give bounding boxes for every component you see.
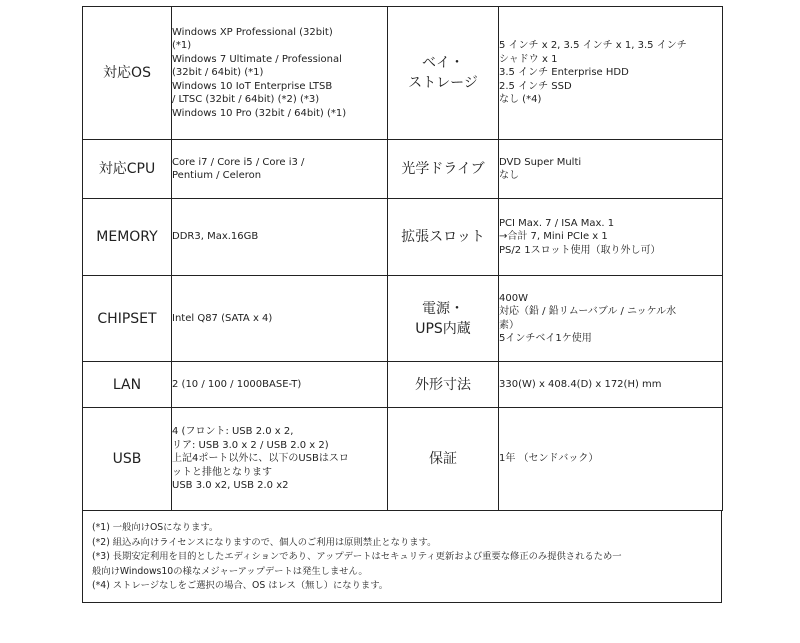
value-line: Windows XP Professional (32bit) [172,26,333,38]
value-line: Pentium / Celeron [172,170,262,181]
value-line: 4 (フロント: USB 2.0 x 2, [172,426,294,438]
value-line: 2 (10 / 100 / 1000BASE-T) [172,378,302,390]
spec-sheet [82,6,722,603]
value-chipset [172,276,388,362]
value-line: (*1) [172,40,192,52]
value-line: 2.5 インチ SSD [499,80,572,92]
label-line: UPS内蔵 [415,320,471,337]
label-optical-drive [388,140,499,199]
label-line: 光学ドライブ [401,161,485,177]
value-line: Windows 10 IoT Enterprise LTSB [172,80,333,92]
value-line: USB 3.0 x2, USB 2.0 x2 [172,480,289,492]
label-line: 対応CPU [98,161,156,177]
value-memory [172,199,388,276]
label-line: ベイ・ [422,55,464,71]
value-line: Windows 10 Pro (32bit / 64bit) (*1) [172,107,347,119]
value-line: PCI Max. 7 / ISA Max. 1 [499,217,615,229]
spec-row-chipset [83,276,723,362]
spec-row-os [83,7,723,140]
value-line: 5 インチ x 2, 3.5 インチ x 1, 3.5 インチ [499,40,687,52]
label-memory [83,199,172,276]
value-line: 対応（鉛 / 鉛リムーバブル / ニッケル水 [499,306,677,317]
label-line: 対応OS [103,65,151,81]
value-line: 5インチベイ1ケ使用 [499,333,592,344]
value-line: DVD Super Multi [499,156,582,168]
label-line: CHIPSET [97,310,157,327]
value-line: リア: USB 3.0 x 2 / USB 2.0 x 2) [172,439,329,451]
value-line: Core i7 / Core i5 / Core i3 / [172,156,305,168]
value-expansion-slots [499,199,723,276]
value-optical-drive [499,140,723,199]
value-os [172,7,388,140]
label-cpu [83,140,172,199]
value-warranty [499,408,723,511]
value-lan [172,362,388,408]
footnote: (*3) 長期安定利用を目的としたエディションであり、アップデートはセキュリティ更新および重要な修正のみ提供されるため一 [92,551,622,562]
label-line: 外形寸法 [415,376,471,393]
footnote: (*1) 一般向けOSになります。 [92,522,219,533]
spec-row-lan [83,362,723,408]
value-line: PS/2 1スロット使用（取り外し可） [499,244,661,256]
label-dimensions [388,362,499,408]
footnote: (*2) 組込み向けライセンスになりますので、個人のご利用は原則禁止となります。 [92,536,437,548]
value-line: なし (*4) [499,94,542,106]
value-line: Windows 7 Ultimate / Professional [172,53,342,65]
value-line: なし [499,170,519,181]
value-line: 上記4ポート以外に、以下のUSBはスロ [172,453,349,465]
label-expansion-slots [388,199,499,276]
label-line: USB [112,451,142,467]
footnote: (*4) ストレージなしをご選択の場合、OS はレス（無し）になります。 [92,580,389,591]
label-os [83,7,172,140]
label-line: ストレージ [408,75,478,91]
label-line: MEMORY [96,229,158,245]
footnotes [82,511,722,603]
value-line: シャドウ x 1 [499,53,558,65]
value-line: 3.5 インチ Enterprise HDD [499,67,629,79]
value-dimensions [499,362,723,408]
value-line: Intel Q87 (SATA x 4) [172,312,273,324]
value-bay-storage [499,7,723,140]
value-line: 400W [499,292,528,304]
value-line: (32bit / 64bit) (*1) [172,67,264,79]
spec-row-usb [83,408,723,511]
value-line: 素） [499,319,519,331]
value-line: DDR3, Max.16GB [172,231,259,243]
value-line: →合計 7, Mini PCIe x 1 [499,231,608,243]
value-line: 330(W) x 408.4(D) x 172(H) mm [499,378,662,390]
value-line: ットと排他となります [172,466,272,478]
label-chipset [83,276,172,362]
footnote: 般向けWindows10の様なメジャーアップデートは発生しません。 [92,565,368,577]
label-line: 電源・ [422,300,464,317]
value-power-ups [499,276,723,362]
value-line: / LTSC (32bit / 64bit) (*2) (*3) [172,94,320,106]
label-warranty [388,408,499,511]
label-lan [83,362,172,408]
label-line: 拡張スロット [401,229,485,245]
spec-table [82,6,723,511]
label-power-ups [388,276,499,362]
value-cpu [172,140,388,199]
label-bay-storage [388,7,499,140]
spec-row-memory [83,199,723,276]
label-line: 保証 [429,451,457,467]
spec-row-cpu [83,140,723,199]
label-line: LAN [112,376,142,393]
label-usb [83,408,172,511]
value-line: 1年 （センドバック） [499,453,599,465]
value-usb [172,408,388,511]
